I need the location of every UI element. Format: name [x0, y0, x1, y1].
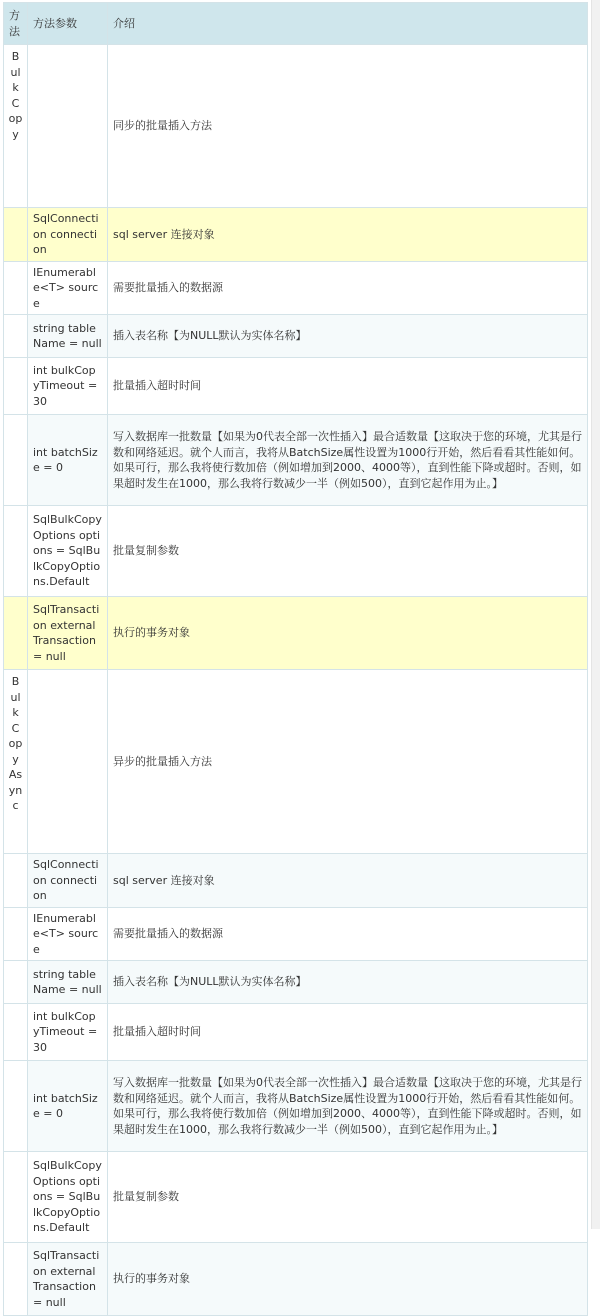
method-spacer-cell — [4, 1061, 28, 1152]
table-row — [4, 261, 588, 315]
param-cell: IEnumerable<T> source — [28, 907, 108, 961]
table-row — [4, 854, 588, 908]
param-cell: SqlConnection connection — [28, 208, 108, 262]
param-description: 需要批量插入的数据源 — [108, 907, 588, 961]
method-spacer-cell — [4, 1243, 28, 1316]
method-spacer-cell — [4, 261, 28, 315]
param-description: 插入表名称【为NULL默认为实体名称】 — [108, 315, 588, 358]
table-row — [4, 506, 588, 597]
param-cell: int bulkCopyTimeout = 30 — [28, 1004, 108, 1061]
table-row — [4, 1061, 588, 1152]
param-description: 需要批量插入的数据源 — [108, 261, 588, 315]
param-cell: SqlTransaction externalTransaction = null — [28, 1243, 108, 1316]
param-cell: string tableName = null — [28, 315, 108, 358]
param-cell: SqlConnection connection — [28, 854, 108, 908]
param-description: 批量复制参数 — [108, 506, 588, 597]
method-name-text: BulkCopyAsync — [8, 675, 23, 812]
param-description: 写入数据库一批数量【如果为0代表全部一次性插入】最合适数量【这取决于您的环境，尤其是行数和网络延迟。就个人而言，我将从BatchSize属性设置为1000行开始，然后看看其性能如何。如果可行，那么我将使行数加倍（例如增加到2000、4000等），直到性能下降或超时。否则，如果超时发生在1000，那么我将行数减少一半（例如500），直到它起作用为止。】 — [108, 1061, 588, 1152]
table-row — [4, 961, 588, 1004]
table-row — [4, 1004, 588, 1061]
param-description: 批量插入超时时间 — [108, 1004, 588, 1061]
method-spacer-cell — [4, 961, 28, 1004]
method-description: 异步的批量插入方法 — [108, 670, 588, 854]
param-description: 执行的事务对象 — [108, 597, 588, 670]
table-row — [4, 907, 588, 961]
table-row — [4, 597, 588, 670]
table-row — [4, 358, 588, 415]
table-row — [4, 315, 588, 358]
param-description: 批量插入超时时间 — [108, 358, 588, 415]
table-row — [4, 415, 588, 506]
method-spacer-cell — [4, 854, 28, 908]
param-cell: int batchSize = 0 — [28, 1061, 108, 1152]
param-description: 执行的事务对象 — [108, 1243, 588, 1316]
method-spacer-cell — [4, 315, 28, 358]
method-spacer-cell — [4, 415, 28, 506]
param-cell: SqlBulkCopyOptions options = SqlBulkCopyOptions.Default — [28, 506, 108, 597]
param-description: sql server 连接对象 — [108, 854, 588, 908]
method-spacer-cell — [4, 1004, 28, 1061]
param-description: 写入数据库一批数量【如果为0代表全部一次性插入】最合适数量【这取决于您的环境，尤其是行数和网络延迟。就个人而言，我将从BatchSize属性设置为1000行开始，然后看看其性能如何。如果可行，那么我将使行数加倍（例如增加到2000、4000等），直到性能下降或超时。否则，如果超时发生在1000，那么我将行数减少一半（例如500），直到它起作用为止。】 — [108, 415, 588, 506]
method-spacer-cell — [4, 208, 28, 262]
method-description: 同步的批量插入方法 — [108, 45, 588, 208]
param-cell: string tableName = null — [28, 961, 108, 1004]
method-name — [4, 45, 28, 208]
header-params: 方法参数 — [28, 3, 108, 45]
header-description: 介绍 — [108, 3, 588, 45]
table-body — [4, 45, 588, 1316]
param-cell: SqlTransaction externalTransaction = null — [28, 597, 108, 670]
vertical-scrollbar[interactable] — [591, 0, 600, 1229]
method-name — [4, 670, 28, 854]
method-parameter-table — [3, 2, 588, 1316]
param-description: 插入表名称【为NULL默认为实体名称】 — [108, 961, 588, 1004]
method-spacer-cell — [4, 506, 28, 597]
method-spacer-cell — [4, 907, 28, 961]
method-name-text: BulkCopy — [8, 50, 23, 141]
header-method: 方法 — [4, 3, 28, 45]
table-header-row — [4, 3, 588, 45]
param-description: sql server 连接对象 — [108, 208, 588, 262]
param-cell: IEnumerable<T> source — [28, 261, 108, 315]
param-description: 批量复制参数 — [108, 1152, 588, 1243]
method-spacer-cell — [4, 597, 28, 670]
method-param-cell — [28, 45, 108, 208]
param-cell: SqlBulkCopyOptions options = SqlBulkCopyOptions.Default — [28, 1152, 108, 1243]
method-row — [4, 45, 588, 208]
method-row — [4, 670, 588, 854]
table-row — [4, 208, 588, 262]
param-cell: int batchSize = 0 — [28, 415, 108, 506]
table-row — [4, 1243, 588, 1316]
method-spacer-cell — [4, 358, 28, 415]
param-cell: int bulkCopyTimeout = 30 — [28, 358, 108, 415]
method-param-cell — [28, 670, 108, 854]
